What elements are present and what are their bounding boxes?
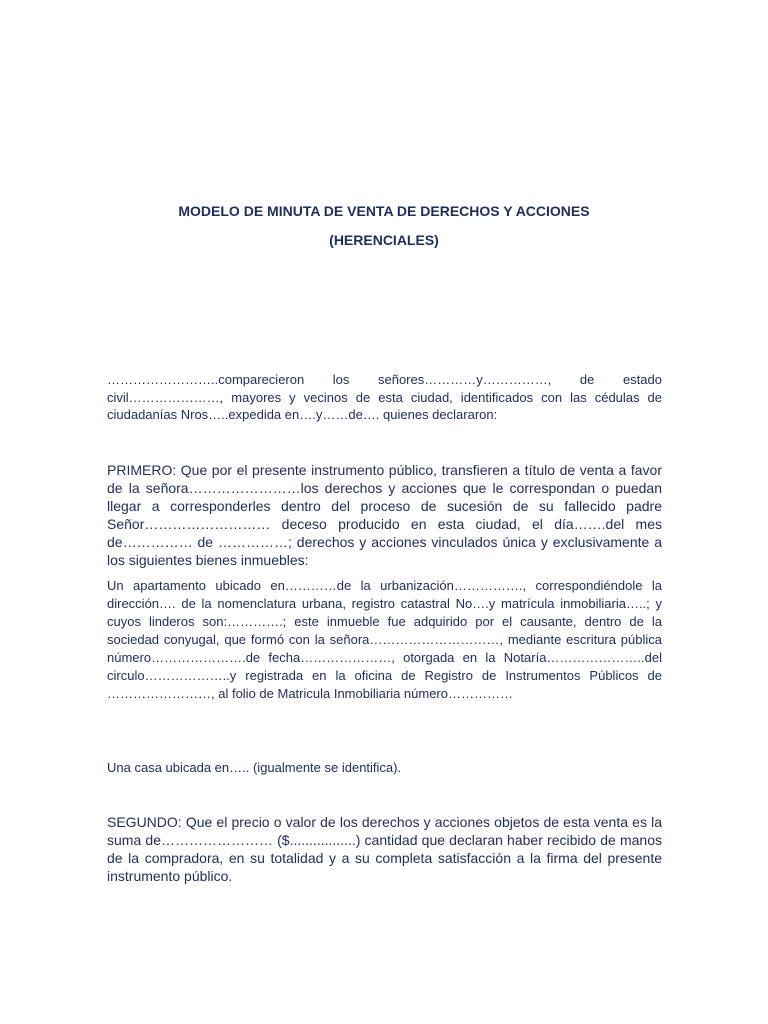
property-apartment-paragraph: Un apartamento ubicado en…………de la urbanización……………., correspondiéndole la dirección…. de la nomenclatura urbana, registro catastral No….y matrícula inmobiliaria…..; y cuyos linderos son:………….; este inmueble fue adquirido por el causante, dentro de la sociedad conyugal, que formó con la señora…………………………, mediante escritura pública número………………….de fecha…………………, otorgada en la Notaría…………………..del circulo………………..y registrada en la oficina de Registro de Instrumentos Públicos de ……………………, al folio de Matricula Inmobiliaria número……………	[107, 578, 662, 701]
intro-paragraph: ……………………..comparecieron los señores…………y……………, de estado civil…………………, mayores y vecinos de esta ciudad, identificados con las cédulas de ciudadanías Nros…..expedida en….y……de…. quienes declararon:	[107, 372, 662, 422]
property-house-paragraph: Una casa ubicada en….. (igualmente se identifica).	[107, 760, 402, 775]
clause-primero: PRIMERO: Que por el presente instrumento público, transfieren a título de venta a favor de la señora……………………los derechos y acciones que le correspondan o puedan llegar a corresponderles dentro del proceso de sucesión de su fallecido padre Señor……………………… deceso producido en esta ciudad, el día…….del mes de…………… de ……………; derechos y acciones vinculados única y exclusivamente a los siguientes bienes inmuebles:	[107, 462, 662, 568]
clause-segundo: SEGUNDO: Que el precio o valor de los derechos y acciones objetos de esta venta es la suma de…………………… ($.................) cantidad que declaran haber recibido de manos de la compradora, en su totalidad y a su completa satisfacción a la firma del presente instrumento público.	[107, 814, 662, 884]
document-title: MODELO DE MINUTA DE VENTA DE DERECHOS Y ACCIONES	[178, 203, 590, 219]
document-subtitle: (HERENCIALES)	[329, 232, 439, 248]
